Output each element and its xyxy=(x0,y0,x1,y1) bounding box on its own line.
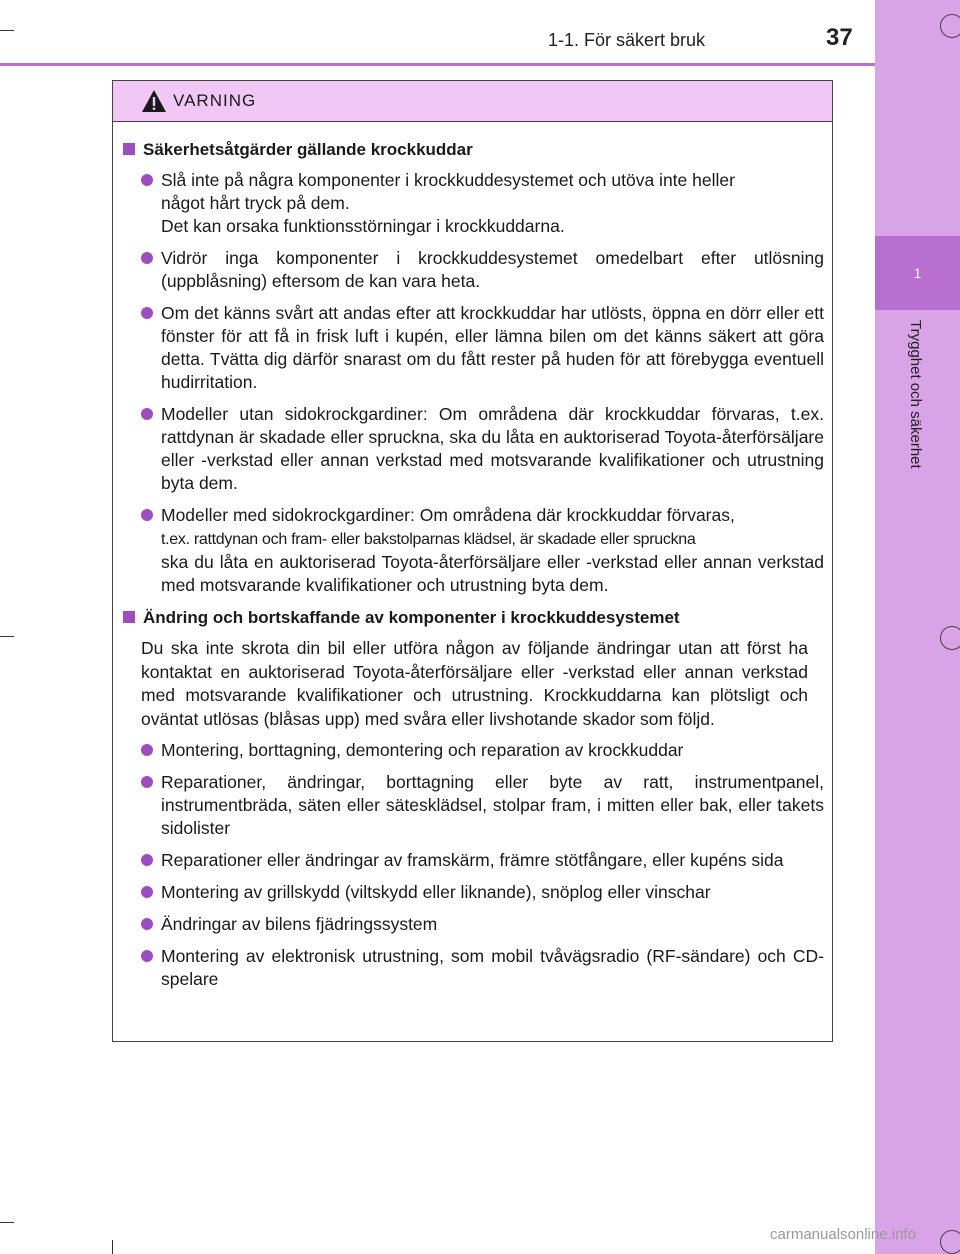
square-bullet-icon xyxy=(123,611,135,623)
bullet-dot-icon xyxy=(141,744,153,756)
chapter-number: 1 xyxy=(875,236,960,310)
list-item xyxy=(141,403,824,495)
warning-header xyxy=(113,81,832,122)
registration-mark-icon xyxy=(940,1230,960,1254)
square-bullet-icon xyxy=(123,143,135,155)
list-item xyxy=(141,247,824,293)
bullet-text: ska du låta en auktoriserad Toyota-återförsäljare eller -verkstad eller annan verkstad med motsvarande kvalifikationer och utrustning byta dem. xyxy=(161,552,824,595)
bullet-dot-icon xyxy=(141,307,153,319)
bullet-text: något hårt tryck på dem. xyxy=(161,193,350,213)
list-item xyxy=(141,739,824,762)
bullet-dot-icon xyxy=(141,509,153,521)
section-heading: 1-1. För säkert bruk xyxy=(548,30,706,50)
bullet-dot-icon xyxy=(141,776,153,788)
bullet-dot-icon xyxy=(141,950,153,962)
list-item xyxy=(141,504,824,597)
warning-label: VARNING xyxy=(173,91,257,110)
bullet-dot-icon xyxy=(141,854,153,866)
bullet-dot-icon xyxy=(141,408,153,420)
bullet-text: Montering av grillskydd (viltskydd eller liknande), snöplog eller vinschar xyxy=(161,882,711,902)
list-item xyxy=(141,881,824,904)
bullet-text: Modeller utan sidokrockgardiner: Om områdena där krockkuddar förvaras, t.ex. rattdynan är skadade eller spruckna, ska du låta en auktoriserad Toyota-återförsäljare eller -verkstad eller annan verkstad med motsvarande kvalifikationer och utrustning byta dem. xyxy=(161,404,824,493)
bullet-text: Reparationer eller ändringar av framskärm, främre stötfångare, eller kupéns sida xyxy=(161,850,784,870)
warning-body xyxy=(113,122,832,991)
intro-paragraph: Du ska inte skrota din bil eller utföra någon av följande ändringar utan att först ha kontaktat en auktoriserad Toyota-återförsäljare eller -verkstad eller annan verkstad med motsvarande kvalifikationer och utrustning. Krockkuddarna kan plötsligt och oväntat utlösas (blåsas upp) med svåra eller livshotande skador som följd. xyxy=(141,638,808,729)
list-item xyxy=(141,302,824,394)
bullet-text: t.ex. rattdynan och fram- eller bakstolparnas klädsel, är skadade eller spruckna xyxy=(161,531,696,548)
section-title: Säkerhetsåtgärder gällande krockkuddar xyxy=(123,138,824,161)
crop-mark xyxy=(112,1240,113,1254)
crop-mark xyxy=(0,30,14,31)
bullet-text: Det kan orsaka funktionsstörningar i krockkuddarna. xyxy=(161,216,565,236)
warning-box xyxy=(112,80,833,1042)
section-title: Ändring och bortskaffande av komponenter i krockkuddesystemet xyxy=(123,606,824,629)
bullet-text: Om det känns svårt att andas efter att krockkuddar har utlösts, öppna en dörr eller ett fönster för att få in frisk luft i kupén, eller lämna bilen om det känns säkert att göra detta. Tvätta dig därför snarast om du fått rester på huden för att förebygga eventuell hudirritation. xyxy=(161,303,824,392)
list-item xyxy=(141,849,824,872)
list-item xyxy=(141,771,824,840)
list-item xyxy=(141,945,824,991)
list-item xyxy=(141,913,824,936)
registration-mark-icon xyxy=(940,14,960,38)
bullet-text: Slå inte på några komponenter i krockkuddesystemet och utöva inte heller xyxy=(161,170,735,190)
bullet-text: Ändringar av bilens fjädringssystem xyxy=(161,914,438,934)
bullet-text: Montering av elektronisk utrustning, som mobil tvåvägsradio (RF-sändare) och CD-spelare xyxy=(161,946,824,989)
page-number: 37 xyxy=(826,24,853,51)
bullet-dot-icon xyxy=(141,252,153,264)
bullet-text: Modeller med sidokrockgardiner: Om områdena där krockkuddar förvaras, xyxy=(161,505,735,525)
bullet-text: Montering, borttagning, demontering och reparation av krockkuddar xyxy=(161,740,684,760)
chapter-title: Trygghet och säkerhet xyxy=(907,320,924,469)
warning-triangle-icon xyxy=(141,89,167,113)
registration-mark-icon xyxy=(940,626,960,650)
bullet-dot-icon xyxy=(141,886,153,898)
bullet-text: Reparationer, ändringar, borttagning eller byte av ratt, instrumentpanel, instrumentbräda, säten eller sätesklädsel, stolpar fram, i mitten eller bak, eller takets sidolister xyxy=(161,772,824,838)
crop-mark xyxy=(0,636,14,637)
list-item xyxy=(141,169,824,238)
bullet-text: Vidrör inga komponenter i krockkuddesystemet omedelbart efter utlösning (uppblåsning) eftersom de kan vara heta. xyxy=(161,248,824,291)
bullet-dot-icon xyxy=(141,918,153,930)
bullet-dot-icon xyxy=(141,174,153,186)
watermark: carmanualsonline.info xyxy=(770,1226,916,1243)
crop-mark xyxy=(0,1222,14,1223)
header-rule xyxy=(0,63,875,66)
